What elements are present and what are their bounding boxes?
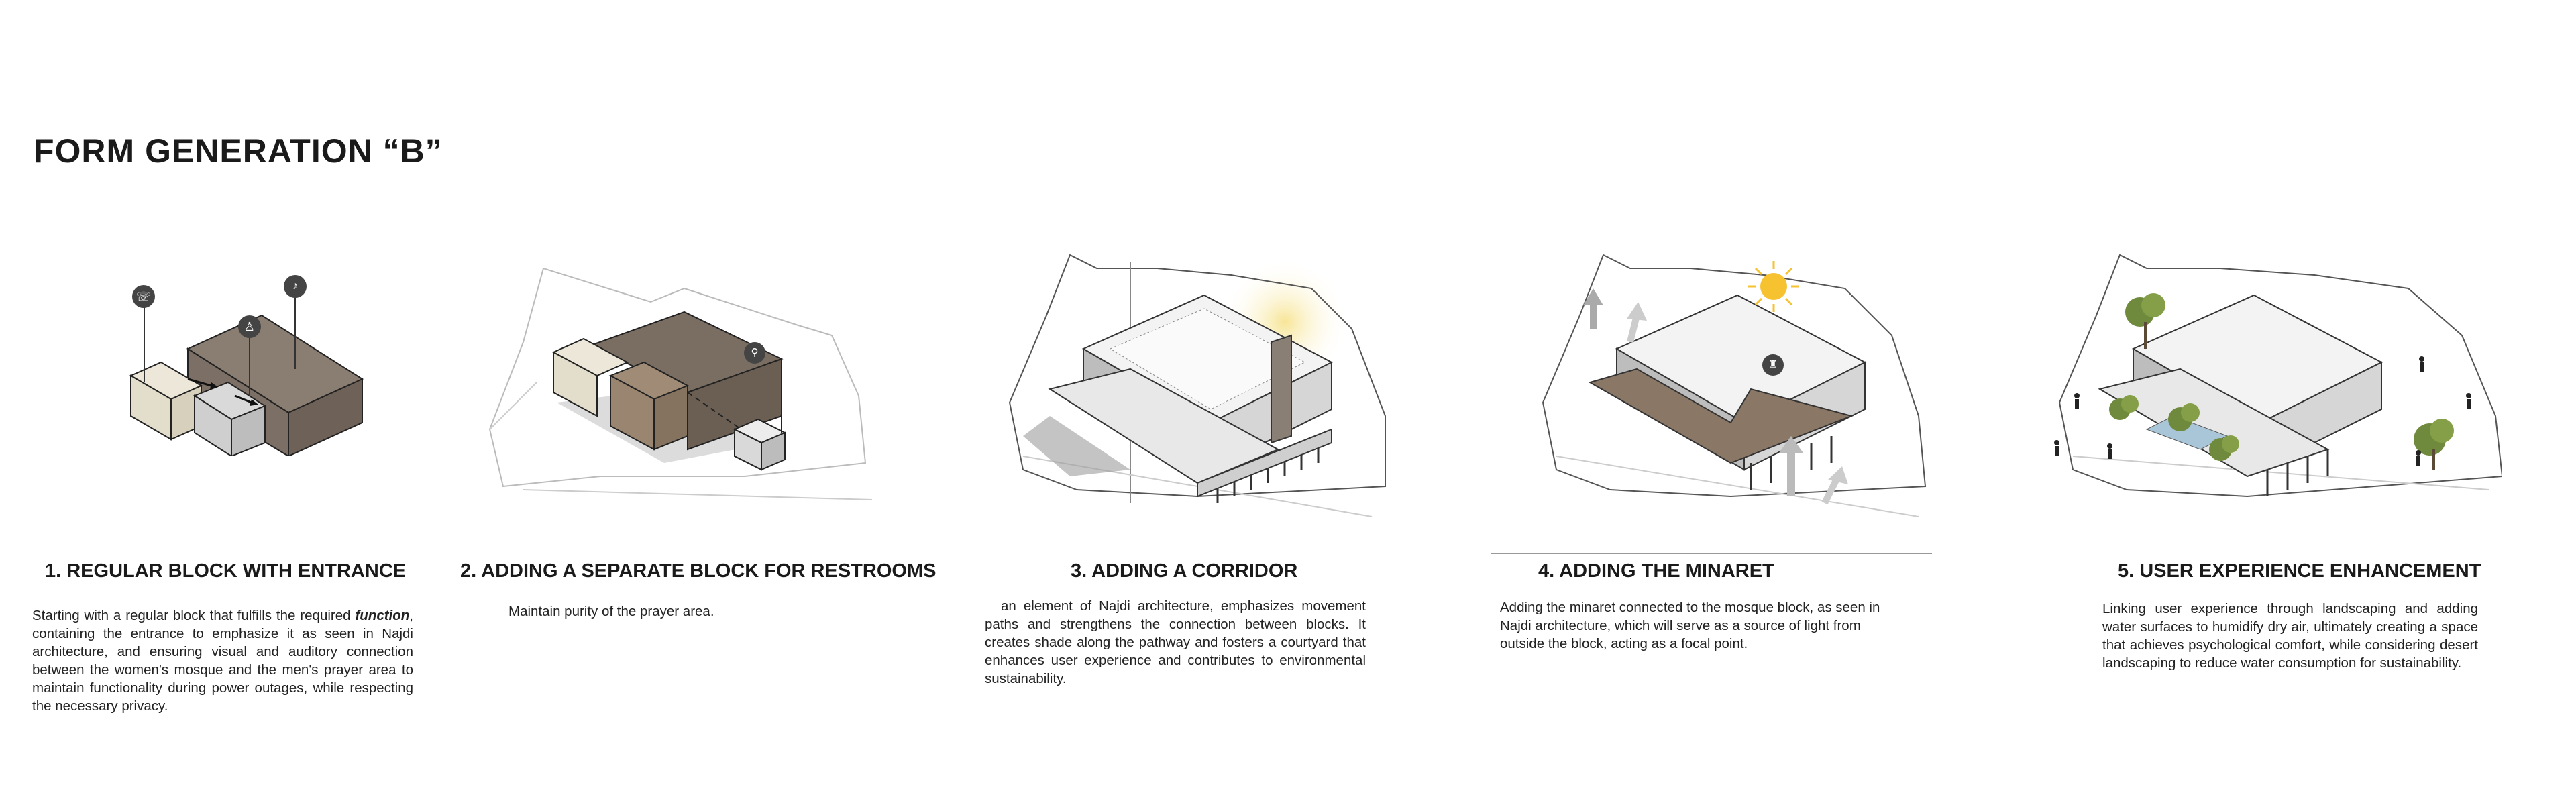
step-5-body: Linking user experience through landscaping and adding water surfaces to humidify dry air, ultimately creating a space that achieves psychological comfort, while considering desert landscaping to reduce water consumption for sustainability. (2102, 601, 2478, 671)
step-5-title: 5. USER EXPERIENCE ENHANCEMENT (2118, 560, 2481, 582)
step-3-body: an element of Najdi architecture, emphasizes movement paths and strengthens the connection between blocks. It creates shade along the pathway and fosters a courtyard that enhances user experience and contributes to environmental sustainability. (985, 598, 1366, 686)
step-1-body-end: , containing the entrance to emphasize it as seen in Najdi architecture, and ensuring visual and auditory connection between the women's mosque and the men's prayer area to maintain functionality during power outages, while respecting the necessary privacy. (32, 608, 413, 714)
minaret-icon: ♜ (1762, 354, 1784, 376)
step-1-body-start: Starting with a regular block that fulfills the required (32, 608, 356, 623)
divider-line (1491, 553, 1927, 554)
page-title: FORM GENERATION “B” (34, 132, 443, 170)
step-4-body: Adding the minaret connected to the mosque block, as seen in Najdi architecture, which will serve as a source of light from outside the block, acting as a focal point. (1500, 600, 1880, 651)
step-2-title: 2. ADDING A SEPARATE BLOCK FOR RESTROOMS (460, 560, 936, 582)
step-4-title: 4. ADDING THE MINARET (1538, 560, 1774, 582)
sound-icon: ♪ (284, 275, 307, 298)
wifi-signal-icon: ☏ (132, 285, 155, 308)
step-2-body: Maintain purity of the prayer area. (508, 604, 714, 619)
person-icon: ♙ (238, 315, 261, 338)
figure-2-restroom-block (483, 262, 879, 510)
figure-1-regular-block (121, 268, 376, 456)
figure-5-landscaping (2046, 248, 2502, 530)
figure-3-corridor (996, 248, 1392, 530)
restroom-icon: ⚲ (744, 342, 765, 364)
step-3-title: 3. ADDING A CORRIDOR (1071, 560, 1298, 582)
step-1-body-emphasis: function (355, 608, 410, 623)
step-1-title: 1. REGULAR BLOCK WITH ENTRANCE (45, 560, 407, 582)
figure-4-minaret (1529, 248, 1932, 557)
sun-icon (1746, 258, 1802, 315)
step-1-body (32, 606, 413, 715)
